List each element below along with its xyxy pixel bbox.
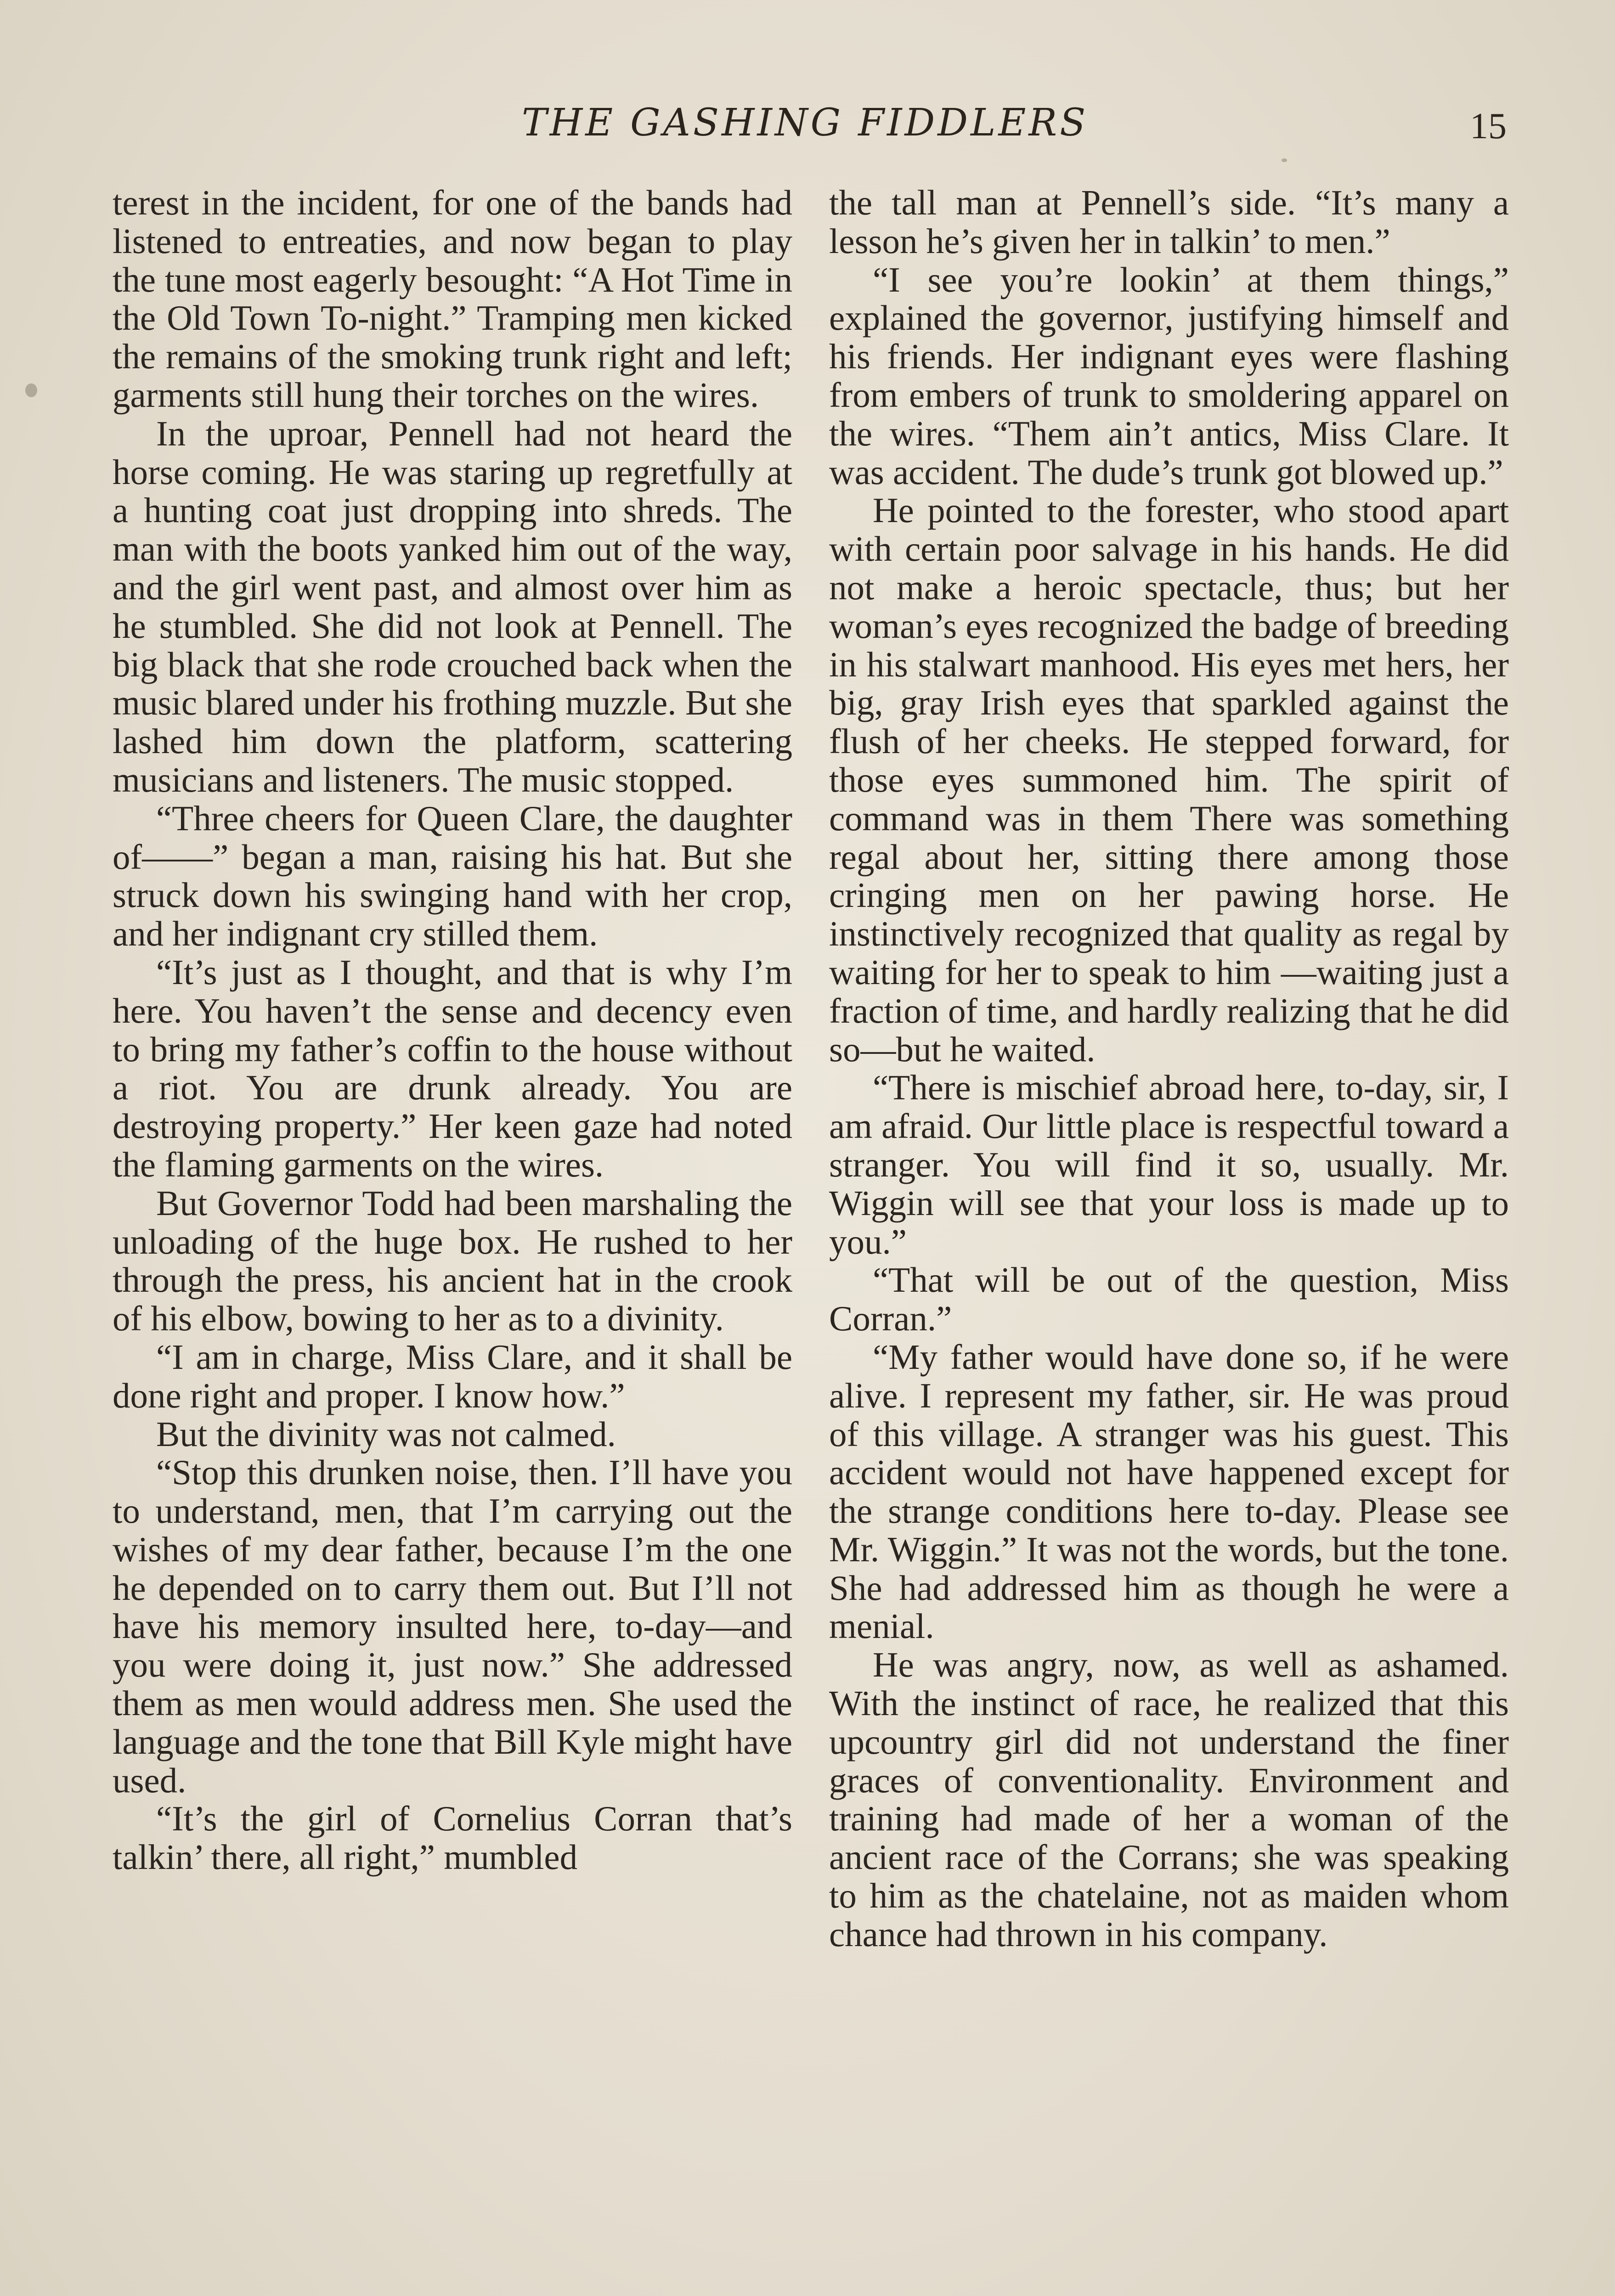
left-column xyxy=(113,184,792,1877)
page-number: 15 xyxy=(1470,106,1507,146)
paper-blemish xyxy=(25,383,37,397)
paragraph: “It’s the girl of Cornelius Corran that’s talkin’ there, all right,” mumbled xyxy=(113,1799,792,1877)
paragraph: “Three cheers for Queen Clare, the daughter of——” began a man, raising his hat. But she struck down his swinging hand with her crop, and her indignant cry stilled them. xyxy=(113,798,792,954)
paragraph: He was angry, now, as well as ashamed. With the instinct of race, he realized that this upcountry girl did not understand the finer graces of conventionality. Environment and training had made of her a woman of the ancient race of the Corrans; she was speaking to him as the chatelaine, not as maiden whom chance had thrown in his company. xyxy=(829,1645,1509,1954)
paragraph: But the divinity was not calmed. xyxy=(156,1414,616,1454)
paragraph: He pointed to the forester, who stood apart with certain poor salvage in his hands. He did not make a heroic spectacle, thus; but her woman’s eyes recognized the badge of breeding in his stalwart manhood. His eyes met hers, her big, gray Irish eyes that sparkled against the flush of her cheeks. He stepped forward, for those eyes summoned him. The spirit of command was in them There was something regal about her, sitting there among those cringing men on her pawing horse. He instinctively recognized that quality as regal by waiting for her to speak to him —waiting just a fraction of time, and hardly realizing that he did so—but he waited. xyxy=(829,490,1509,1069)
paragraph: “Stop this drunken noise, then. I’ll have you to understand, men, that I’m carrying out the wishes of my dear father, because I’m the one he depended on to carry them out. But I’ll not have his memory insulted here, to-day—and you were doing it, just now.” She addressed them as men would address men. She used the language and the tone that Bill Kyle might have used. xyxy=(113,1452,792,1800)
paragraph: “That will be out of the question, Miss Corran.” xyxy=(829,1260,1509,1339)
running-title: THE GASHING FIDDLERS xyxy=(522,101,1089,145)
paragraph: “It’s just as I thought, and that is why I’m here. You haven’t the sense and decency even to bring my father’s coffin to the house without a riot. You are drunk already. You are destroying property.” Her keen gaze had noted the flaming garments on the wires. xyxy=(113,952,792,1184)
paragraph: “I see you’re lookin’ at them things,” explained the governor, justifying himself and his friends. Her indignant eyes were flashing from embers of trunk to smoldering apparel on the wires. “Them ain’t antics, Miss Clare. It was accident. The dude’s trunk got blowed up.” xyxy=(829,259,1509,492)
paragraph: “There is mischief abroad here, to-day, sir, I am afraid. Our little place is respectful toward a stranger. You will find it so, usually. Mr. Wiggin will see that your loss is made up to you.” xyxy=(829,1068,1509,1261)
running-head xyxy=(0,96,1615,156)
right-column xyxy=(829,184,1509,1954)
paragraph: terest in the incident, for one of the bands had listened to entreaties, and now began to play the tune most eagerly besought: “A Hot Time in the Old Town To-night.” Tramping men kicked the remains of the smoking trunk right and left; garments still hung their torches on the wires. xyxy=(113,183,792,415)
paragraph: But Governor Todd had been marshaling the unloading of the huge box. He rushed to her through the press, his ancient hat in the crook of his elbow, bowing to her as to a divinity. xyxy=(113,1183,792,1339)
paragraph: “I am in charge, Miss Clare, and it shall be done right and proper. I know how.” xyxy=(113,1337,792,1415)
paragraph: In the uproar, Pennell had not heard the horse coming. He was staring up regretfully at a hunting coat just dropping into shreds. The man with the boots yanked him out of the way, and the girl went past, and almost over him as he stumbled. She did not look at Pennell. The big black that she rode crouched back when the music blared under his frothing muzzle. But she lashed him down the platform, scattering musicians and listeners. The music stopped. xyxy=(113,413,792,799)
paragraph: the tall man at Pennell’s side. “It’s many a lesson he’s given her in talkin’ to men.” xyxy=(829,183,1509,261)
paper-blemish xyxy=(1282,158,1287,162)
paragraph: “My father would have done so, if he were alive. I represent my father, sir. He was proud of this village. A stranger was his guest. This accident would not have happened except for the strange conditions here to-day. Please see Mr. Wiggin.” It was not the words, but the tone. She had addressed him as though he were a menial. xyxy=(829,1337,1509,1646)
